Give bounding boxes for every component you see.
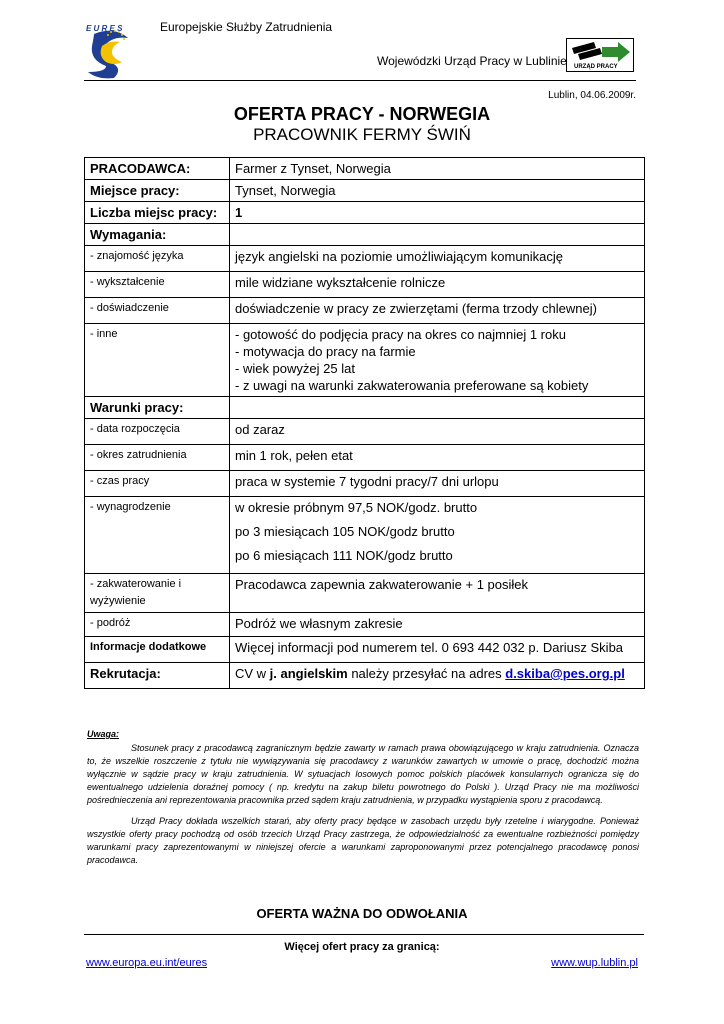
table-row (85, 574, 645, 613)
table-row (85, 471, 645, 497)
education-value: mile widziane wykształcenie rolnicze (230, 272, 645, 298)
employer-value: Farmer z Tynset, Norwegia (230, 158, 645, 180)
requirements-label: Wymagania: (85, 224, 230, 246)
recruitment-label: Rekrutacja: (85, 663, 230, 689)
other-line: - motywacja do pracy na farmie (235, 344, 416, 359)
salary-line: po 6 miesiącach 111 NOK/godz brutto (235, 548, 453, 563)
salary-line: po 3 miesiącach 105 NOK/godz brutto (235, 524, 455, 539)
period-label: - okres zatrudnienia (85, 445, 230, 471)
start-value: od zaraz (230, 419, 645, 445)
recruitment-text: należy przesyłać na adres (347, 666, 506, 681)
table-row-employer (85, 158, 645, 180)
table-row (85, 497, 645, 574)
offer-validity: OFERTA WAŻNA DO ODWOŁANIA (256, 906, 468, 921)
start-label: - data rozpoczęcia (85, 419, 230, 445)
other-value (230, 324, 645, 397)
accommodation-value: Pracodawca zapewnia zakwaterowanie + 1 posiłek (230, 574, 645, 613)
table-row (85, 445, 645, 471)
recruitment-language: j. angielskim (269, 666, 348, 681)
experience-value: doświadczenie w pracy ze zwierzętami (ferma trzody chlewnej) (230, 298, 645, 324)
salary-line: w okresie próbnym 97,5 NOK/godz. brutto (235, 500, 478, 515)
period-value: min 1 rok, pełen etat (230, 445, 645, 471)
table-row (85, 246, 645, 272)
travel-value: Podróż we własnym zakresie (230, 613, 645, 637)
table-row (85, 637, 645, 663)
note-paragraph-2: Urząd Pracy dokłada wszelkich starań, aby oferty pracy będące w zasobach urzędu były rzetelne i wiarygodne. Ponieważ wszystkie oferty pracy pochodzą od osób trzecich Urząd Pracy zastrzega, że odpowiedzialność za ewentualne rozbieżności pomiędzy warunkami pracy zaprezentowanymi w niniejszej ofercie a warunkami zaproponowanymi przez potencjalnego pracodawcę ponosi pracodawca. (87, 816, 639, 865)
wup-link[interactable]: www.wup.lublin.pl (551, 957, 638, 969)
recruitment-email-link[interactable]: d.skiba@pes.org.pl (505, 666, 625, 681)
urzad-pracy-logo (566, 38, 634, 72)
other-line: - wiek powyżej 25 lat (235, 361, 355, 376)
place-label: Miejsce pracy: (85, 180, 230, 202)
employer-label: PRACODAWCA: (85, 158, 230, 180)
table-row-conditions (85, 397, 645, 419)
conditions-label: Warunki pracy: (85, 397, 230, 419)
footer-divider (84, 934, 644, 935)
page-subtitle: PRACOWNIK FERMY ŚWIŃ (253, 125, 471, 144)
salary-label: - wynagrodzenie (85, 497, 230, 574)
table-row (85, 324, 645, 397)
experience-label: - doświadczenie (85, 298, 230, 324)
other-label: - inne (85, 324, 230, 397)
language-label: - znajomość języka (85, 246, 230, 272)
other-line: - z uwagi na warunki zakwaterowania preferowane są kobiety (235, 378, 589, 393)
other-line: - gotowość do podjęcia pracy na okres co najmniej 1 roku (235, 327, 566, 342)
header-divider (84, 80, 636, 81)
table-row (85, 419, 645, 445)
table-row-positions (85, 202, 645, 224)
accommodation-label: - zakwaterowanie i wyżywienie (85, 574, 230, 613)
recruitment-value (230, 663, 645, 689)
document-date: Lublin, 04.06.2009r. (548, 90, 636, 101)
place-value: Tynset, Norwegia (230, 180, 645, 202)
eures-logo (84, 22, 132, 80)
svg-text:E U R E S: E U R E S (86, 24, 123, 33)
education-label: - wykształcenie (85, 272, 230, 298)
more-offers-heading: Więcej ofert pracy za granicą: (284, 941, 440, 953)
note-paragraph-1: Stosunek pracy z pracodawcą zagranicznym będzie zawarty w ramach prawa obowiązującego w kraju zatrudnienia. Oznacza to, że wszelkie roszczenie z tytułu nie wywiązywania się pracodawcy z warunków zawartych w umowie o pracę, dochodzić można wyłącznie w sądzie pracy w kraju zatrudnienia. W sytuacjach losowych pomoc polskich placówek konsularnych ogranicza się do ewentualnego udzielenia doraźnej pomocy ( np. kredytu na zakup biletu powrotnego do Polski ). Urząd Pracy nie ma możliwości pośrednieczenia ani reprezentowania pracownika przed sądem kraju zatrudnienia, w przypadku wystąpienia sporu z pracodawcą. (87, 743, 639, 805)
hours-label: - czas pracy (85, 471, 230, 497)
table-row (85, 613, 645, 637)
table-row-requirements (85, 224, 645, 246)
positions-label: Liczba miejsc pracy: (85, 202, 230, 224)
additional-label: Informacje dodatkowe (85, 637, 230, 663)
table-row-place (85, 180, 645, 202)
recruitment-text: CV w (235, 666, 270, 681)
offer-table (84, 157, 645, 689)
header-org-left: Europejskie Służby Zatrudnienia (160, 20, 333, 34)
svg-text:URZĄD PRACY: URZĄD PRACY (574, 64, 618, 70)
page-title: OFERTA PRACY - NORWEGIA (233, 104, 491, 124)
header-org-right: Wojewódzki Urząd Pracy w Lublinie (377, 54, 567, 68)
language-value: język angielski na poziomie umożliwiającym komunikację (230, 246, 645, 272)
hours-value: praca w systemie 7 tygodni pracy/7 dni urlopu (230, 471, 645, 497)
additional-value: Więcej informacji pod numerem tel. 0 693 442 032 p. Dariusz Skiba (230, 637, 645, 663)
note-heading: Uwaga: (87, 729, 120, 739)
table-row (85, 272, 645, 298)
travel-label: - podróż (85, 613, 230, 637)
positions-value: 1 (230, 202, 645, 224)
salary-value (230, 497, 645, 574)
eures-link[interactable]: www.europa.eu.int/eures (86, 957, 208, 969)
table-row (85, 298, 645, 324)
table-row-recruitment (85, 663, 645, 689)
